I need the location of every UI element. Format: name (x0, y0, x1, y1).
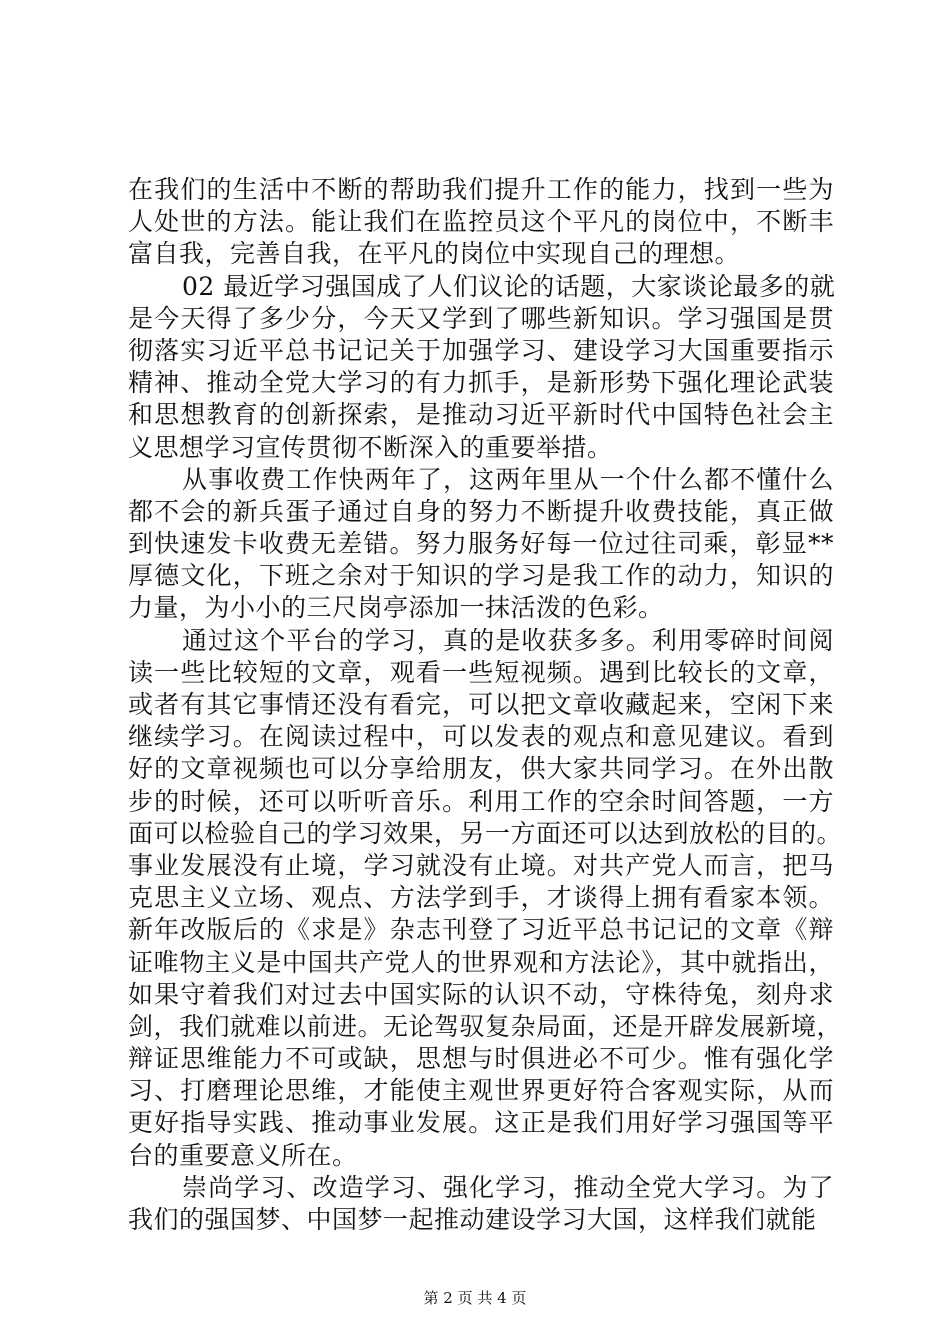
text-line: 力量，为小小的三尺岗亭添加一抹活泼的色彩。 (128, 593, 664, 623)
text-line: 新年改版后的《求是》杂志刊登了习近平总书记记的文章《辩 (128, 915, 834, 945)
text-line: 02 最近学习强国成了人们议论的话题，大家谈论最多的就 (182, 271, 836, 301)
text-line: 到快速发卡收费无差错。努力服务好每一位过往司乘，彰显** (128, 529, 834, 559)
text-line: 崇尚学习、改造学习、强化学习，推动全党大学习。为了 (182, 1172, 834, 1202)
page-number-footer: 第 2 页 共 4 页 (423, 1289, 527, 1307)
text-line: 从事收费工作快两年了，这两年里从一个什么都不懂什么 (182, 464, 834, 494)
text-line: 或者有其它事情还没有看完，可以把文章收藏起来，空闲下来 (128, 690, 834, 719)
paragraph (128, 625, 843, 1172)
text-line: 继续学习。在阅读过程中，可以发表的观点和意见建议。看到 (128, 722, 834, 752)
text-line: 习、打磨理论思维，才能使主观世界更好符合客观实际，从而 (128, 1076, 834, 1106)
text-line: 克思主义立场、观点、方法学到手，才谈得上拥有看家本领。 (128, 883, 834, 913)
paragraph (128, 174, 834, 271)
text-line: 步的时候，还可以听听音乐。利用工作的空余时间答题，一方 (128, 786, 834, 816)
text-line: 通过这个平台的学习，真的是收获多多。利用零碎时间阅 (182, 625, 834, 655)
text-line: 面可以检验自己的学习效果，另一方面还可以达到放松的目的。 (128, 818, 843, 848)
text-line: 彻落实习近平总书记记关于加强学习、建设学习大国重要指示 (128, 335, 834, 365)
text-line: 如果守着我们对过去中国实际的认识不动，守株待兔，刻舟求 (128, 979, 834, 1009)
text-line: 在我们的生活中不断的帮助我们提升工作的能力，找到一些为 (128, 175, 834, 204)
text-line: 事业发展没有止境，学习就没有止境。对共产党人而言，把马 (128, 850, 834, 880)
text-line: 更好指导实践、推动事业发展。这正是我们用好学习强国等平 (128, 1108, 834, 1138)
text-line: 义思想学习宣传贯彻不断深入的重要举措。 (128, 432, 613, 462)
paragraph (128, 1172, 834, 1236)
text-line: 我们的强国梦、中国梦一起推动建设学习大国，这样我们就能 (128, 1205, 817, 1234)
text-line: 精神、推动全党大学习的有力抓手，是新形势下强化理论武装 (128, 368, 834, 398)
text-line: 好的文章视频也可以分享给朋友，供大家共同学习。在外出散 (128, 754, 834, 784)
text-line: 剑，我们就难以前进。无论驾驭复杂局面，还是开辟发展新境， (128, 1011, 843, 1041)
text-line: 和思想教育的创新探索，是推动习近平新时代中国特色社会主 (128, 400, 834, 430)
document-body (128, 174, 843, 1236)
text-line: 厚德文化，下班之余对于知识的学习是我工作的动力，知识的 (128, 561, 834, 591)
text-line: 富自我，完善自我，在平凡的岗位中实现自己的理想。 (128, 239, 741, 269)
paragraph (128, 271, 834, 464)
text-line: 人处世的方法。能让我们在监控员这个平凡的岗位中，不断丰 (128, 207, 834, 237)
text-line: 辩证思维能力不可或缺，思想与时俱进必不可少。惟有强化学 (128, 1044, 834, 1074)
text-line: 都不会的新兵蛋子通过自身的努力不断提升收费技能，真正做 (128, 496, 834, 526)
text-line: 读一些比较短的文章，观看一些短视频。遇到比较长的文章， (128, 657, 834, 687)
text-line: 是今天得了多少分，今天又学到了哪些新知识。学习强国是贯 (128, 303, 834, 333)
paragraph (128, 464, 834, 625)
text-line: 台的重要意义所在。 (128, 1140, 358, 1170)
text-line: 证唯物主义是中国共产党人的世界观和方法论》，其中就指出， (128, 947, 834, 977)
